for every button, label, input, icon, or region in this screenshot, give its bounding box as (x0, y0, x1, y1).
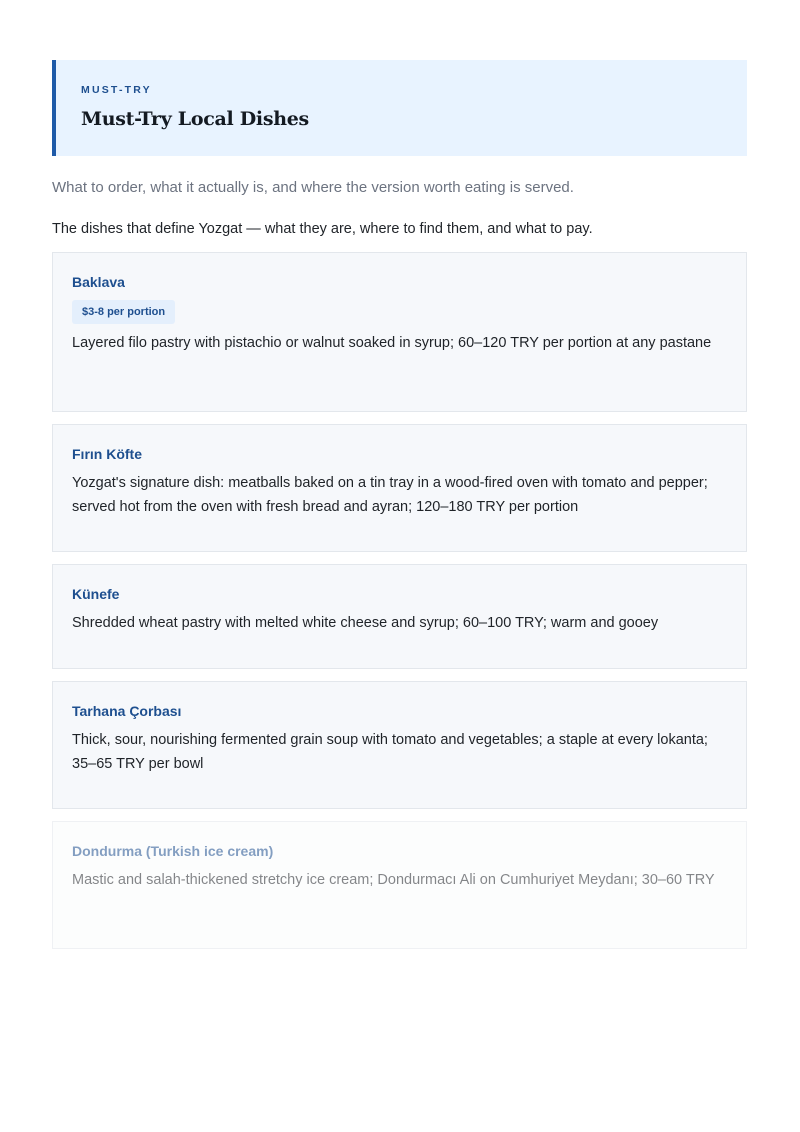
dish-description: Yozgat's signature dish: meatballs baked on a tin tray in a wood-fired oven with tomato and pepper; served hot from the oven with fresh bread and ayran; 120–180 TRY per portion (72, 475, 708, 515)
dish-card-dondurma (52, 821, 747, 949)
dish-list (52, 252, 747, 949)
section-title: Must-Try Local Dishes (81, 108, 309, 130)
section-intro: The dishes that define Yozgat — what they are, where to find them, and what to pay. (52, 221, 593, 237)
dish-card-kunefe (52, 564, 747, 669)
dish-card-tarhana-corbasi (52, 681, 747, 809)
section-eyebrow: MUST-TRY (81, 84, 152, 96)
dish-description: Mastic and salah-thickened stretchy ice cream; Dondurmacı Ali on Cumhuriyet Meydanı; 30–60 TRY (72, 872, 715, 888)
dish-description: Thick, sour, nourishing fermented grain soup with tomato and vegetables; a staple at every lokanta; 35–65 TRY per bowl (72, 732, 708, 772)
dish-name: Baklava (72, 274, 125, 290)
section-header (52, 60, 747, 156)
dish-description: Layered filo pastry with pistachio or walnut soaked in syrup; 60–120 TRY per portion at any pastane (72, 335, 712, 351)
dish-name: Künefe (72, 586, 120, 602)
dish-name: Dondurma (Turkish ice cream) (72, 843, 274, 859)
price-badge: $3-8 per portion (72, 300, 175, 324)
dish-description: Shredded wheat pastry with melted white cheese and syrup; 60–100 TRY; warm and gooey (72, 615, 659, 631)
dish-name: Tarhana Çorbası (72, 703, 182, 719)
dish-card-firin-kofte (52, 424, 747, 552)
dish-card-baklava (52, 252, 747, 412)
section-lead: What to order, what it actually is, and where the version worth eating is served. (52, 179, 574, 196)
dish-name: Fırın Köfte (72, 446, 142, 462)
page (52, 60, 747, 961)
